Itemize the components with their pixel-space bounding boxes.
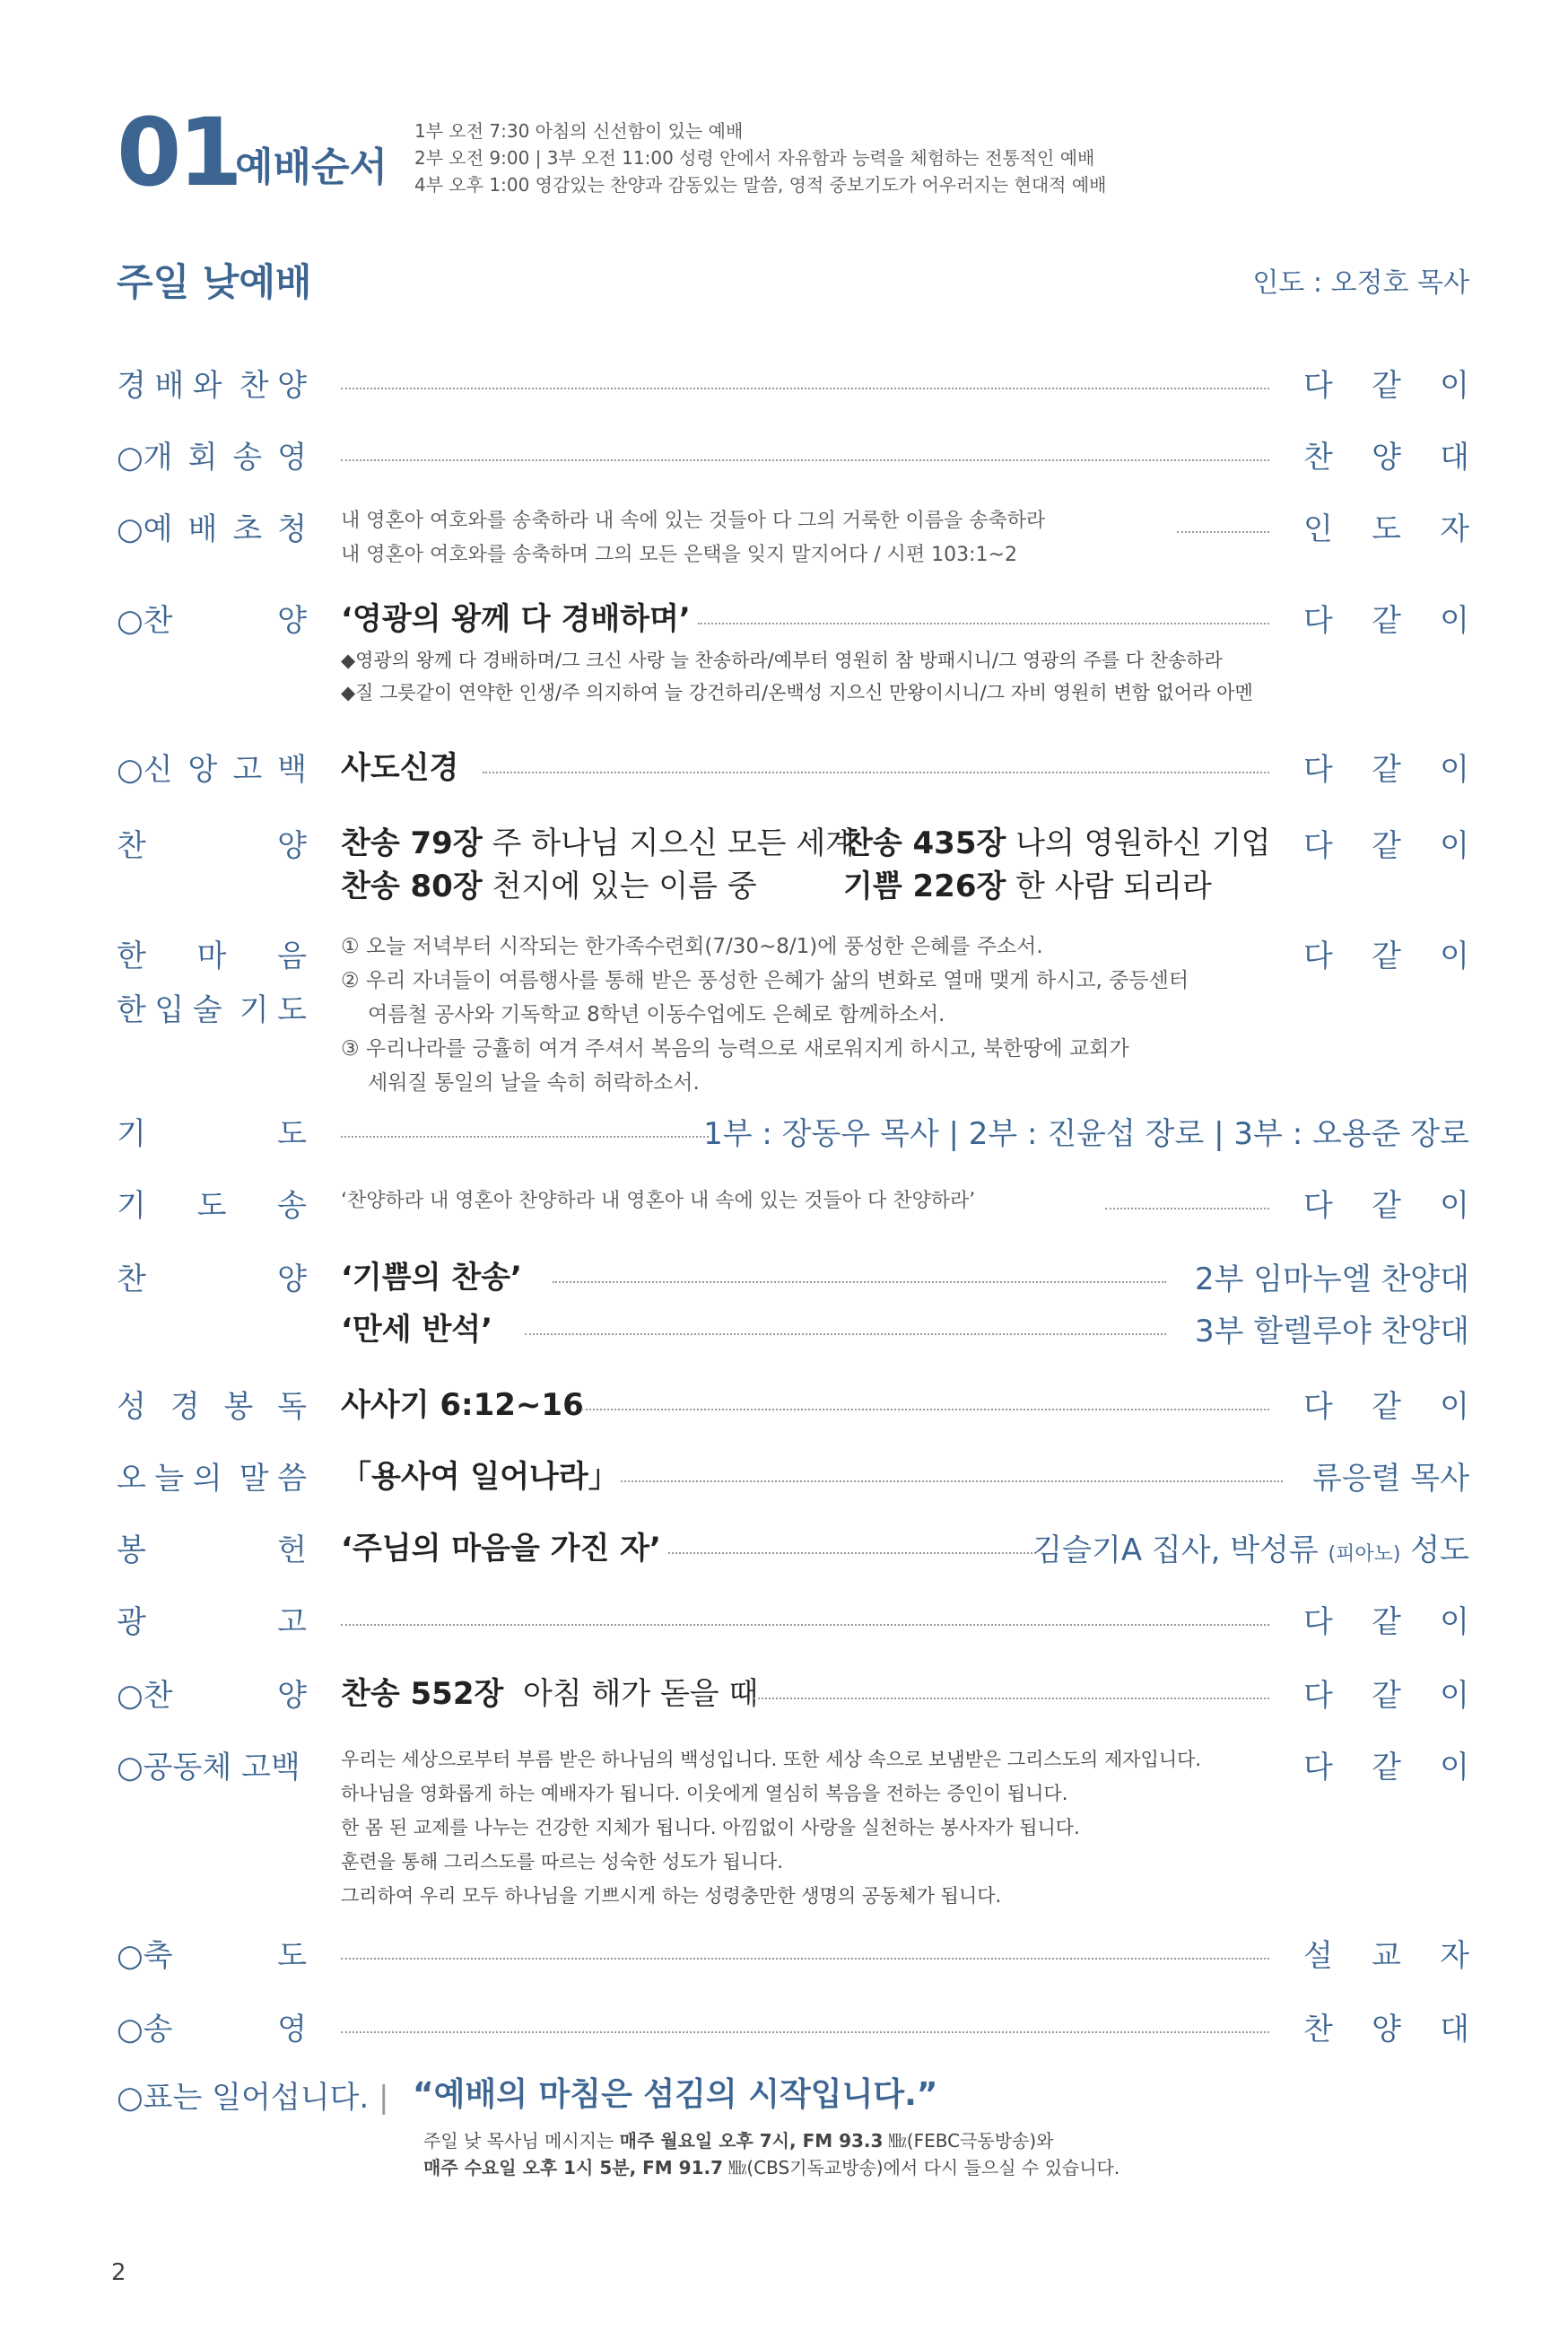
order-label-unison-prayer: 한 마 음	[117, 939, 307, 974]
choir-2: 2부 임마누엘 찬양대	[1195, 1262, 1469, 1297]
performer-together: 다 같 이	[1303, 603, 1469, 639]
order-label-worship: 경 배 와 찬 양	[117, 368, 307, 404]
leader-dots	[341, 1624, 1269, 1626]
order-label-offering: 봉 헌	[117, 1532, 307, 1568]
page-title: 예배순서	[235, 144, 388, 190]
leader-dots	[754, 1698, 1269, 1699]
leader-dots	[668, 1552, 1036, 1554]
praise-song-title: ‘영광의 왕께 다 경배하며’	[341, 601, 691, 637]
page-number: 2	[111, 2259, 126, 2286]
standing-note: ○표는 일어섭니다. |	[117, 2080, 389, 2116]
order-label-opening: ○개 회 송 영	[117, 440, 307, 476]
broadcast-note-2: 매주 수요일 오후 1시 5분, FM 91.7 ㎒(CBS기독교방송)에서 다시 들으실 수 있습니다.	[423, 2157, 1120, 2178]
performer-together: 다 같 이	[1303, 1678, 1469, 1714]
sermon-preacher: 류응렬 목사	[1311, 1461, 1469, 1497]
performer-together: 다 같 이	[1303, 828, 1469, 864]
order-label-invitation: ○예 배 초 청	[117, 511, 307, 547]
order-label-doxology: ○송 영	[117, 2012, 307, 2047]
hymn-item: 찬송 80장 천지에 있는 이름 중	[341, 869, 757, 904]
order-label-sermon: 오 늘 의 말 씀	[117, 1461, 307, 1497]
prayer-item: 여름철 공사와 기독학교 8학년 이동수업에도 은혜로 함께하소서.	[368, 1003, 945, 1026]
order-label-confession: ○공동체 고백	[117, 1750, 301, 1785]
leader-dots	[341, 1958, 1269, 1960]
leader-dots	[581, 1409, 1269, 1410]
order-label-benediction: ○축 도	[117, 1938, 307, 1974]
leader-dots	[483, 772, 1269, 773]
leader-dots	[341, 2031, 1269, 2033]
hymn-item: 찬송 79장 주 하나님 지으신 모든 세계	[341, 825, 856, 861]
offering-performers: 김슬기A 집사, 박성류 (피아노) 성도	[1032, 1532, 1469, 1568]
service-time-1: 1부 오전 7:30 아침의 신선함이 있는 예배	[414, 120, 744, 142]
leader-dots	[525, 1333, 1166, 1335]
broadcast-note-1: 주일 낮 목사님 메시지는 매주 월요일 오후 7시, FM 93.3 ㎒(FEBC극동방송)와	[423, 2130, 1054, 2152]
choir-3: 3부 할렐루야 찬양대	[1195, 1314, 1469, 1349]
order-label-creed: ○신 앙 고 백	[117, 752, 307, 788]
performer-together: 다 같 이	[1303, 1389, 1469, 1425]
invitation-text: 내 영혼아 여호와를 송축하라 내 속에 있는 것들아 다 그의 거룩한 이름을 송축하라 내 영혼아 여호와를 송축하며 그의 모든 은택을 잊지 말지어다 / 시편 103:1~2	[341, 510, 1046, 566]
confession-text: 우리는 세상으로부터 부름 받은 하나님의 백성입니다. 또한 세상 속으로 보냄받은 그리스도의 제자입니다. 하나님을 영화롭게 하는 예배자가 됩니다. 이웃에게 열심히 복음을 전하는 증인이 됩니다. 한 몸 된 교제를 나누는 건강한 지체가 됩니다. 아낌없이 사랑을 실천하는 봉사자가 됩니다. 훈련을 통해 그리스도를 따르는 성숙한 성도가 됩니다. 그리하여 우리 모두 하나님을 기쁘시게 하는 성령충만한 생명의 공동체가 됩니다.	[341, 1749, 1202, 1907]
leader-dots	[1177, 531, 1269, 533]
hymn-item: 찬송 435장 나의 영원하신 기업	[843, 825, 1271, 861]
anthem-3: ‘만세 반석’	[341, 1312, 493, 1348]
performer-together: 다 같 이	[1303, 1604, 1469, 1640]
order-label-closing-hymn: ○찬 양	[117, 1678, 307, 1714]
order-label-prayer: 기 도	[117, 1116, 307, 1152]
performer-together: 다 같 이	[1303, 368, 1469, 404]
leader-dots	[341, 459, 1269, 461]
order-label-hymns: 찬 양	[117, 828, 307, 864]
order-label-scripture: 성 경 봉 독	[117, 1389, 307, 1425]
prayer-list	[341, 930, 1189, 1100]
praise-song-lyrics: ◆영광의 왕께 다 경배하며/그 크신 사랑 늘 찬송하라/예부터 영원히 참 방패시니/그 영광의 주를 다 찬송하라 ◆질 그릇같이 연약한 인생/주 의지하여 늘 강건하리/온백성 지으신 만왕이시니/그 자비 영원히 변함 없어라 아멘	[341, 650, 1253, 703]
hymn-item: 기쁨 226장 한 사람 되리라	[843, 869, 1212, 904]
order-label-anthem: 찬 양	[117, 1262, 307, 1297]
order-label-praise: ○찬 양	[117, 603, 307, 639]
performer-preacher: 설 교 자	[1303, 1938, 1469, 1974]
performer-choir: 찬 양 대	[1303, 2012, 1469, 2047]
leader-dots	[621, 1480, 1283, 1482]
closing-hymn: 찬송 552장 아침 해가 돋을 때	[341, 1676, 759, 1712]
performer-together: 다 같 이	[1303, 1750, 1469, 1785]
leader-dots	[1105, 1208, 1269, 1209]
performer-together: 다 같 이	[1303, 1188, 1469, 1224]
leader-dots	[698, 623, 1269, 624]
service-title: 주일 낮예배	[117, 260, 312, 304]
section-number: 01	[117, 98, 240, 207]
offering-song: ‘주님의 마음을 가진 자’	[341, 1531, 661, 1567]
prayer-song-text: ‘찬양하라 내 영혼아 찬양하라 내 영혼아 내 속에 있는 것들아 다 찬양하라’	[341, 1190, 976, 1212]
anthem-2: ‘기쁨의 찬송’	[341, 1260, 522, 1296]
performer-together: 다 같 이	[1303, 752, 1469, 788]
leader-dots	[341, 388, 1269, 389]
order-label-announcements: 광 고	[117, 1604, 307, 1640]
prayer-item: ② 우리 자녀들이 여름행사를 통해 받은 풍성한 은혜가 삶의 변화로 열매 맺게 하시고, 중등센터	[341, 969, 1189, 992]
creed-text: 사도신경	[341, 750, 459, 786]
service-time-3: 4부 오후 1:00 영감있는 찬양과 감동있는 말씀, 영적 중보기도가 어우러지는 현대적 예배	[414, 174, 1107, 196]
performer-leader: 인 도 자	[1303, 511, 1469, 547]
sermon-title: 「용사여 일어나라」	[341, 1459, 619, 1495]
prayer-item: 세워질 통일의 날을 속히 허락하소서.	[368, 1071, 700, 1095]
prayer-item: ① 오늘 저녁부터 시작되는 한가족수련회(7/30~8/1)에 풍성한 은혜를 주소서.	[341, 935, 1043, 958]
prayer-item: ③ 우리나라를 긍휼히 여겨 주셔서 복음의 능력으로 새로워지게 하시고, 북한땅에 교회가	[341, 1037, 1129, 1061]
closing-quote: “예배의 마침은 섬김의 시작입니다.”	[413, 2076, 938, 2113]
service-time-2: 2부 오전 9:00 | 3부 오전 11:00 성령 안에서 자유함과 능력을 체험하는 전통적인 예배	[414, 147, 1095, 169]
order-label-prayer-song: 기 도 송	[117, 1188, 307, 1224]
service-leader: 인도 : 오정호 목사	[1252, 267, 1469, 299]
leader-dots	[341, 1136, 709, 1138]
prayer-leaders: 1부 : 장동우 목사 | 2부 : 진윤섭 장로 | 3부 : 오용준 장로	[703, 1116, 1469, 1152]
performer-together: 다 같 이	[1303, 939, 1469, 974]
scripture-reference: 사사기 6:12~16	[341, 1387, 584, 1423]
leader-dots	[553, 1281, 1166, 1283]
order-label-unison-prayer-2: 한 입 술 기 도	[117, 992, 307, 1028]
performer-choir: 찬 양 대	[1303, 440, 1469, 476]
